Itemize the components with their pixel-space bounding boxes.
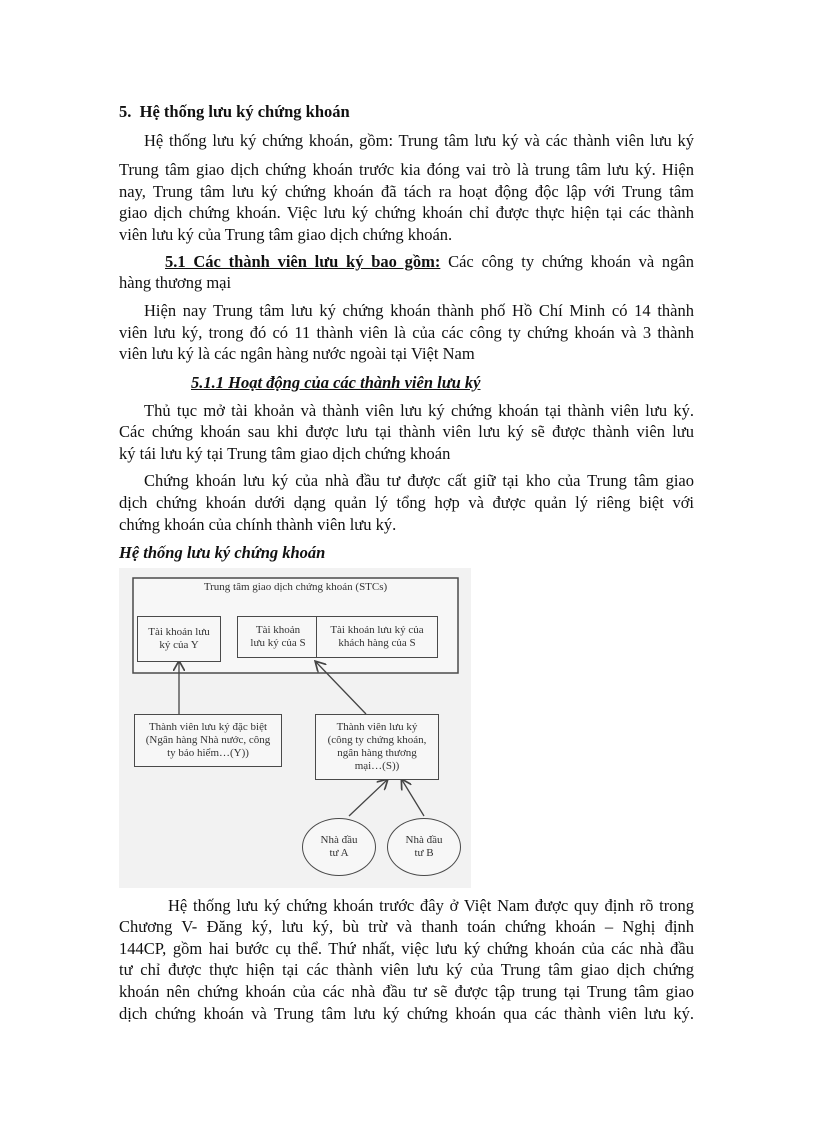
account-box-s-line1: Tài khoản: [255, 624, 301, 636]
paragraph-line: Hệ thống lưu ký chứng khoán, gồm: Trung tâm lưu ký và các thành viên lưu ký: [144, 131, 694, 150]
client-account-box-s-line1: Tài khoản lưu ký của: [330, 624, 424, 636]
special-member-line1: Thành viên lưu ký đặc biệt: [148, 721, 268, 733]
paragraph-line: nay, Trung tâm lưu ký chứng khoán đã tách ra hoạt động độc lập với Trung tâm: [119, 182, 694, 201]
investor-b-line2: tư B: [414, 847, 434, 859]
account-box-s: [237, 616, 319, 658]
paragraph-line: ký tái lưu ký tại Trung tâm giao dịch chứng khoán: [119, 444, 451, 463]
investor-a-ellipse: [302, 818, 376, 876]
investor-a-line1: Nhà đầu: [320, 834, 358, 846]
client-account-box-s: [316, 616, 438, 658]
investor-b-ellipse: [387, 818, 461, 876]
member-line3: ngân hàng thương: [337, 747, 417, 759]
member-line1: Thành viên lưu ký: [336, 721, 418, 733]
paragraph-line: Trung tâm giao dịch chứng khoán trước kia đóng vai trò là trung tâm lưu ký. Hiện: [119, 160, 694, 179]
paragraph-line: viên lưu ký, trong đó có 11 thành viên là của các công ty chứng khoán và 3 thành: [119, 323, 694, 342]
subsection-heading-rest: Các công ty chứng khoán và ngân: [448, 252, 695, 271]
subsection-heading-line: [165, 251, 694, 273]
paragraph-line: viên lưu ký là các ngân hàng nước ngoài tại Việt Nam: [119, 344, 475, 363]
subsection-heading-line2: hàng thương mại: [119, 273, 232, 292]
section-title: Hệ thống lưu ký chứng khoán: [139, 102, 350, 121]
subsubsection-heading: 5.1.1 Hoạt động của các thành viên lưu ký: [191, 373, 481, 392]
paragraph-line: Chương V- Đăng ký, lưu ký, bù trừ và thanh toán chứng khoán – Nghị định: [119, 917, 694, 936]
account-box-y-line2: ký của Y: [159, 639, 199, 651]
paragraph-line: dịch chứng khoán và Trung tâm lưu ký chứng khoán qua các thành viên lưu ký.: [119, 1004, 694, 1023]
investor-b-line1: Nhà đầu: [405, 834, 443, 846]
arrow-investor-b: [402, 780, 424, 816]
paragraph-line: viên lưu ký của Trung tâm giao dịch chứng khoán.: [119, 225, 453, 244]
diagram-caption: Hệ thống lưu ký chứng khoán: [119, 543, 326, 562]
paragraph-line: Thủ tục mở tài khoản và thành viên lưu ký chứng khoán tại thành viên lưu ký.: [144, 401, 694, 420]
client-account-box-s-line2: khách hàng của S: [338, 637, 416, 649]
section-number: 5.: [119, 102, 132, 121]
special-member-line3: ty bảo hiểm…(Y)): [167, 747, 249, 759]
paragraph-line: chứng khoán của chính thành viên lưu ký.: [119, 515, 397, 534]
section-heading: [119, 101, 694, 123]
paragraph-line: 144CP, gồm hai bước cụ thể. Thứ nhất, việc lưu ký chứng khoán của các nhà đầu: [119, 939, 694, 958]
paragraph-line: tư chỉ được thực hiện tại các thành viên lưu ký của Trung tâm giao dịch chứng: [119, 960, 694, 979]
paragraph-line: khoán nên chứng khoán của các nhà đầu tư sẽ được tập trung tại Trung tâm giao: [119, 982, 694, 1001]
account-box-s-line2: lưu ký của S: [250, 637, 306, 649]
depository-center-label: Trung tâm giao dịch chứng khoán (STCs): [203, 581, 388, 593]
paragraph-line: Hệ thống lưu ký chứng khoán trước đây ở Việt Nam được quy định rõ trong: [168, 896, 694, 915]
arrow-investor-a: [349, 780, 387, 816]
paragraph-line: Chứng khoán lưu ký của nhà đầu tư được cất giữ tại kho của Trung tâm giao: [144, 471, 694, 490]
subsection-heading: 5.1 Các thành viên lưu ký bao gồm:: [165, 252, 441, 271]
member-line4: mại…(S)): [354, 760, 400, 772]
account-box-y-line1: Tài khoản lưu: [148, 626, 210, 638]
custody-system-diagram: [119, 568, 471, 888]
member-box: [315, 714, 439, 780]
special-member-line2: (Ngân hàng Nhà nước, công: [145, 734, 271, 746]
paragraph-line: Các chứng khoán sau khi được lưu tại thành viên lưu ký sẽ được thành viên lưu: [119, 422, 694, 441]
investor-a-line2: tư A: [329, 847, 349, 859]
account-box-y: [137, 616, 221, 662]
special-member-box: [134, 714, 282, 767]
paragraph-line: dịch chứng khoán dưới dạng quản lý tổng hợp và được quản lý riêng biệt với: [119, 493, 694, 512]
paragraph-line: giao dịch chứng khoán. Việc lưu ký chứng khoán chỉ được thực hiện tại các thành: [119, 203, 694, 222]
member-line2: (công ty chứng khoán,: [327, 734, 427, 746]
paragraph-line: Hiện nay Trung tâm lưu ký chứng khoán thành phố Hồ Chí Minh có 14 thành: [144, 301, 694, 320]
